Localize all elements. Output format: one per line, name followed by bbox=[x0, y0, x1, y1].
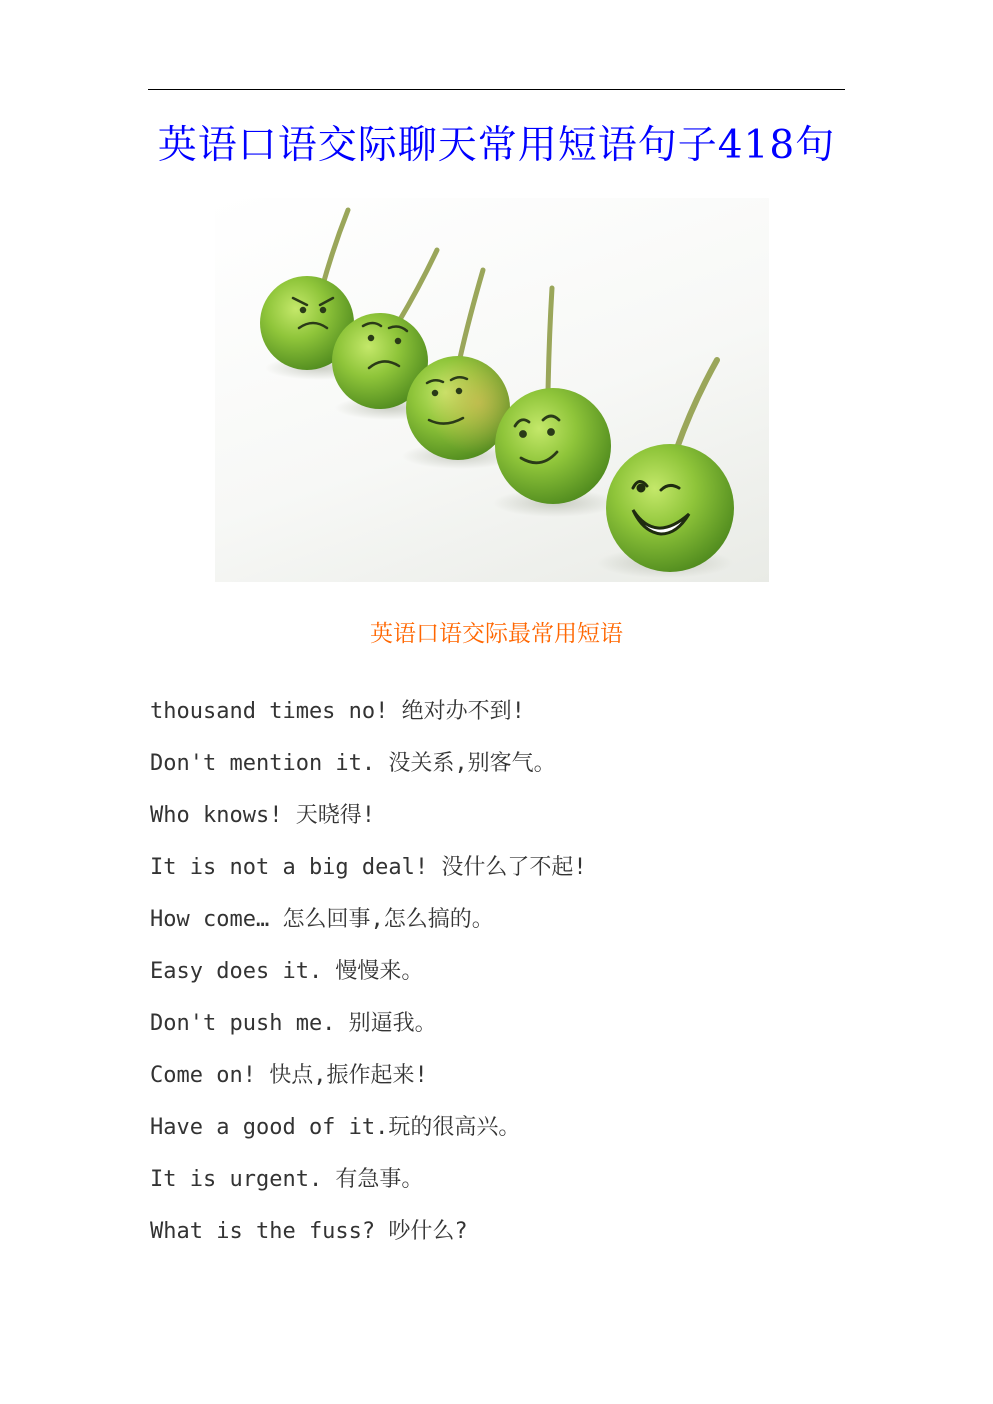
document-title: 英语口语交际聊天常用短语句子418句 bbox=[157, 123, 836, 168]
cherry-stem bbox=[548, 288, 552, 393]
phrase-item: It is not a big deal! 没什么了不起! bbox=[150, 855, 587, 880]
cherries-photo bbox=[215, 198, 769, 582]
cherry-stem bbox=[322, 210, 348, 288]
phrase-item: Come on! 快点,振作起来! bbox=[150, 1063, 428, 1088]
phrase-item: Have a good of it.玩的很高兴。 bbox=[150, 1115, 521, 1140]
cherry-stem bbox=[677, 360, 717, 448]
section-subtitle: 英语口语交际最常用短语 bbox=[370, 621, 623, 647]
phrase-item: What is the fuss? 吵什么? bbox=[150, 1219, 468, 1244]
phrase-item: Easy does it. 慢慢来。 bbox=[150, 959, 424, 984]
cherry-stem bbox=[398, 250, 437, 323]
phrase-item: It is urgent. 有急事。 bbox=[150, 1167, 424, 1192]
phrase-item: Who knows! 天晓得! bbox=[150, 803, 375, 828]
phrase-item: Don't mention it. 没关系,别客气。 bbox=[150, 751, 556, 776]
phrase-item: thousand times no! 绝对办不到! bbox=[150, 699, 525, 724]
header-rule bbox=[148, 89, 845, 90]
phrase-item: Don't push me. 别逼我。 bbox=[150, 1011, 437, 1036]
phrase-list bbox=[150, 690, 850, 1262]
cherry bbox=[495, 388, 611, 504]
cherry bbox=[606, 444, 734, 572]
cherry-blush bbox=[406, 356, 510, 460]
phrase-item: How come… 怎么回事,怎么搞的。 bbox=[150, 907, 494, 932]
cherry-stem bbox=[460, 270, 483, 358]
